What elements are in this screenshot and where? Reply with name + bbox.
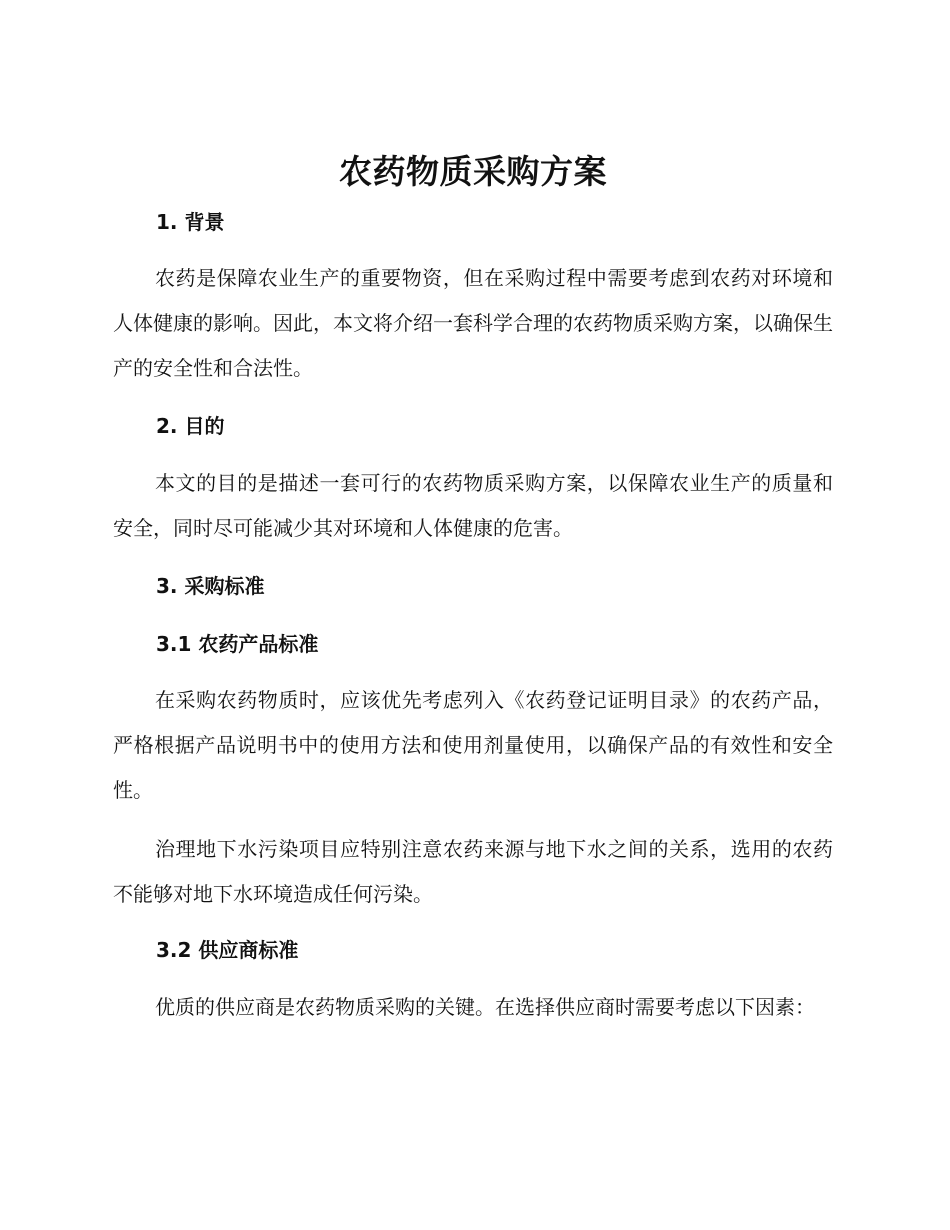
paragraph-background: 农药是保障农业生产的重要物资，但在采购过程中需要考虑到农药对环境和人体健康的影响。因此，本文将介绍一套科学合理的农药物质采购方案，以确保生产的安全性和合法性。 <box>113 266 833 380</box>
paragraph-supplier-standards: 优质的供应商是农药物质采购的关键。在选择供应商时需要考虑以下因素： <box>155 995 815 1019</box>
paragraph-groundwater: 治理地下水污染项目应特别注意农药来源与地下水之间的关系，选用的农药不能够对地下水环境造成任何污染。 <box>113 837 833 906</box>
paragraph-purpose: 本文的目的是描述一套可行的农药物质采购方案，以保障农业生产的质量和安全，同时尽可能减少其对环境和人体健康的危害。 <box>113 471 833 540</box>
document-title: 农药物质采购方案 <box>339 152 607 191</box>
section-heading-pesticide-product-standards: 3.1 农药产品标准 <box>156 632 319 656</box>
section-heading-purpose: 2. 目的 <box>156 414 225 438</box>
section-heading-background: 1. 背景 <box>156 210 225 234</box>
section-heading-supplier-standards: 3.2 供应商标准 <box>156 938 299 962</box>
section-heading-procurement-standards: 3. 采购标准 <box>156 574 265 598</box>
paragraph-product-standards: 在采购农药物质时，应该优先考虑列入《农药登记证明目录》的农药产品，严格根据产品说明书中的使用方法和使用剂量使用，以确保产品的有效性和安全性。 <box>113 688 833 802</box>
